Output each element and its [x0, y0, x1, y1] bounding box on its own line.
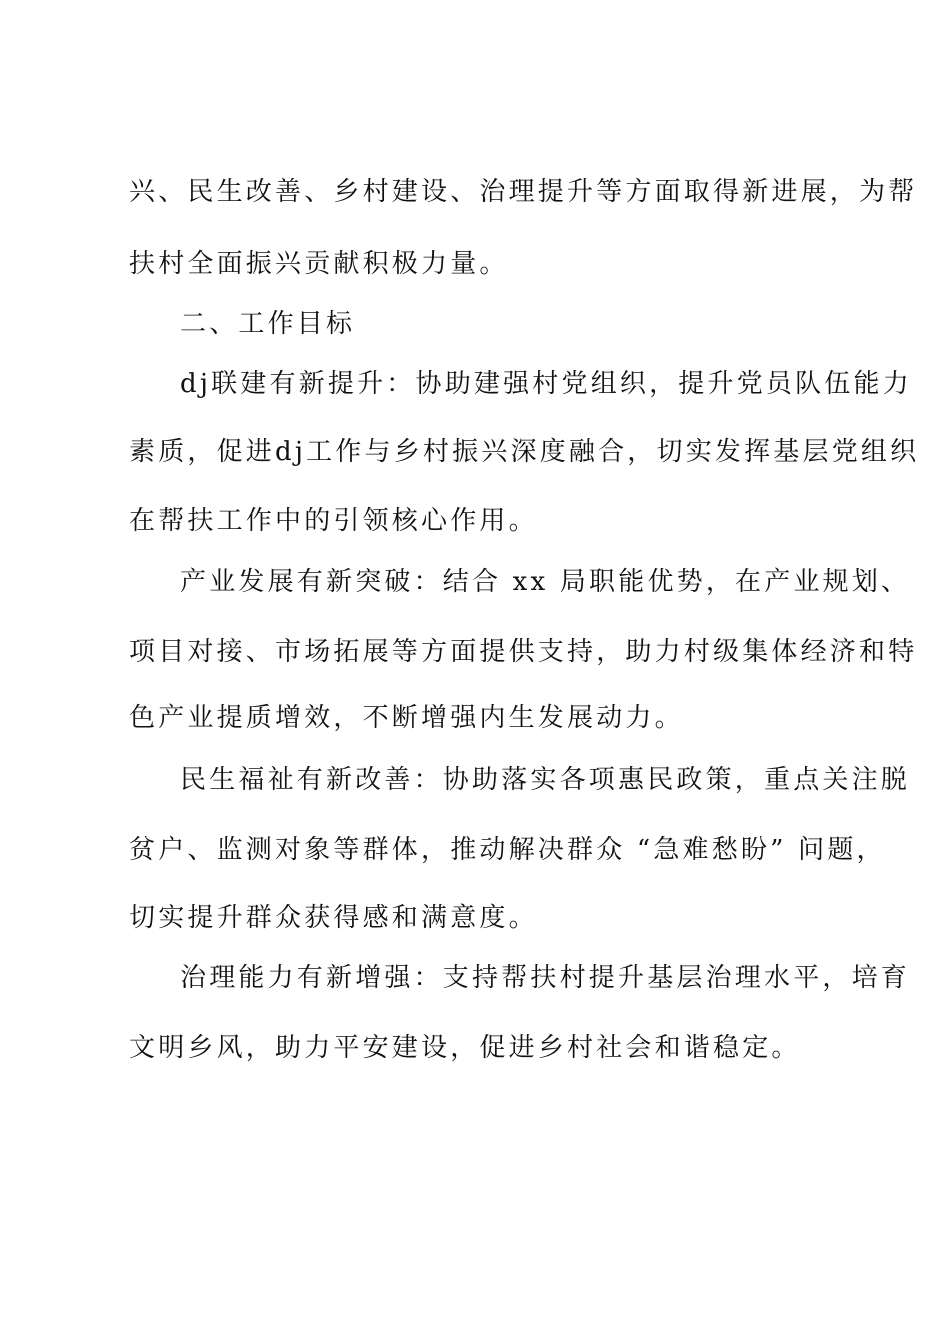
goal-industry-line-2: 项目对接、市场拓展等方面提供支持，助力村级集体经济和特 — [129, 637, 918, 667]
goal-livelihood-line-2: 贫户、监测对象等群体，推动解决群众 “急难愁盼” 问题， — [129, 835, 886, 865]
goal-governance-line-2: 文明乡风，助力平安建设，促进乡村社会和谐稳定。 — [129, 1033, 801, 1063]
goal-party-building-line-1: dj联建有新提升：协助建强村党组织，提升党员队伍能力 — [180, 369, 912, 399]
goal-industry-line-3: 色产业提质增效，不断增强内生发展动力。 — [129, 703, 684, 733]
section-heading: 二、工作目标 — [180, 309, 356, 339]
goal-governance-line-1: 治理能力有新增强：支持帮扶村提升基层治理水平，培育 — [180, 963, 911, 993]
goal-party-building-line-3: 在帮扶工作中的引领核心作用。 — [129, 506, 538, 536]
goal-party-building-line-2: 素质，促进dj工作与乡村振兴深度融合，切实发挥基层党组织 — [129, 437, 920, 467]
paragraph-continuation-line-2: 扶村全面振兴贡献积极力量。 — [129, 249, 509, 279]
goal-livelihood-line-1: 民生福祉有新改善：协助落实各项惠民政策，重点关注脱 — [180, 765, 911, 795]
goal-livelihood-line-3: 切实提升群众获得感和满意度。 — [129, 903, 538, 933]
goal-industry-line-1: 产业发展有新突破：结合 xx 局职能优势，在产业规划、 — [180, 567, 911, 597]
paragraph-continuation-line-1: 兴、民生改善、乡村建设、治理提升等方面取得新进展，为帮 — [129, 177, 918, 207]
